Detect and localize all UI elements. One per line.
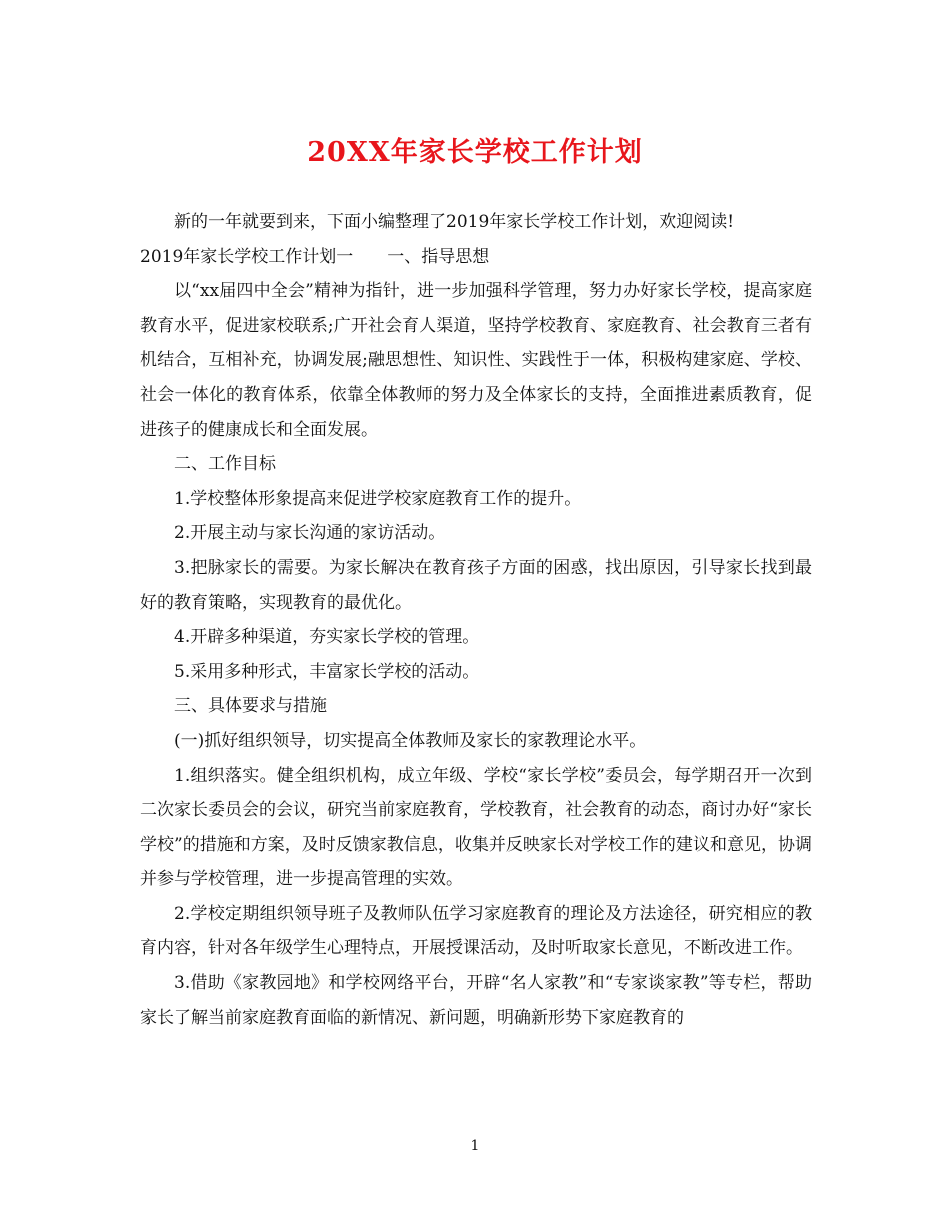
- goal-item-4: 4.开辟多种渠道，夯实家长学校的管理。: [174, 627, 480, 648]
- paragraph-plan-heading: 2019年家长学校工作计划一 一、指导思想: [140, 246, 490, 267]
- section-heading-measures: 三、具体要求与措施: [174, 696, 327, 717]
- document-title: 20XX年家长学校工作计划: [307, 137, 643, 168]
- measure-item-3: 3.借助《家教园地》和学校网络平台，开辟“名人家教”和“专家谈家教”等专栏，帮助家长了解当前家庭教育面临的新情况、新问题，明确新形势下家庭教育的: [140, 973, 812, 1028]
- goal-item-5: 5.采用多种形式，丰富家长学校的活动。: [174, 661, 480, 682]
- document-body: [140, 205, 812, 1035]
- subsection-heading-leadership: (一)抓好组织领导，切实提高全体教师及家长的家教理论水平。: [174, 730, 647, 751]
- paragraph-intro: 新的一年就要到来，下面小编整理了2019年家长学校工作计划，欢迎阅读!: [174, 212, 735, 232]
- goal-item-1: 1.学校整体形象提高来促进学校家庭教育工作的提升。: [174, 488, 582, 509]
- page-number: 1: [470, 1138, 480, 1154]
- section-heading-goals: 二、工作目标: [174, 454, 276, 475]
- measure-item-1: 1.组织落实。健全组织机构，成立年级、学校“家长学校”委员会，每学期召开一次到二次家长委员会的会议，研究当前家庭教育，学校教育，社会教育的动态，商讨办好“家长学校”的措施和方案，及时反馈家教信息，收集并反映家长对学校工作的建议和意见，协调并参与学校管理，进一步提高管理的实效。: [140, 765, 812, 890]
- goal-item-2: 2.开展主动与家长沟通的家访活动。: [174, 523, 446, 544]
- measure-item-2: 2.学校定期组织领导班子及教师队伍学习家庭教育的理论及方法途径，研究相应的教育内容，针对各年级学生心理特点，开展授课活动，及时听取家长意见，不断改进工作。: [140, 903, 812, 959]
- goal-item-3: 3.把脉家长的需要。为家长解决在教育孩子方面的困惑，找出原因，引导家长找到最好的教育策略，实现教育的最优化。: [140, 557, 812, 613]
- paragraph-guiding-thought: 以“xx届四中全会”精神为指针，进一步加强科学管理，努力办好家长学校，提高家庭教育水平，促进家校联系;广开社会育人渠道，坚持学校教育、家庭教育、社会教育三者有机结合，互相补充，协调发展;融思想性、知识性、实践性于一体，积极构建家庭、学校、社会一体化的教育体系，依靠全体教师的努力及全体家长的支持，全面推进素质教育，促进孩子的健康成长和全面发展。: [140, 281, 812, 440]
